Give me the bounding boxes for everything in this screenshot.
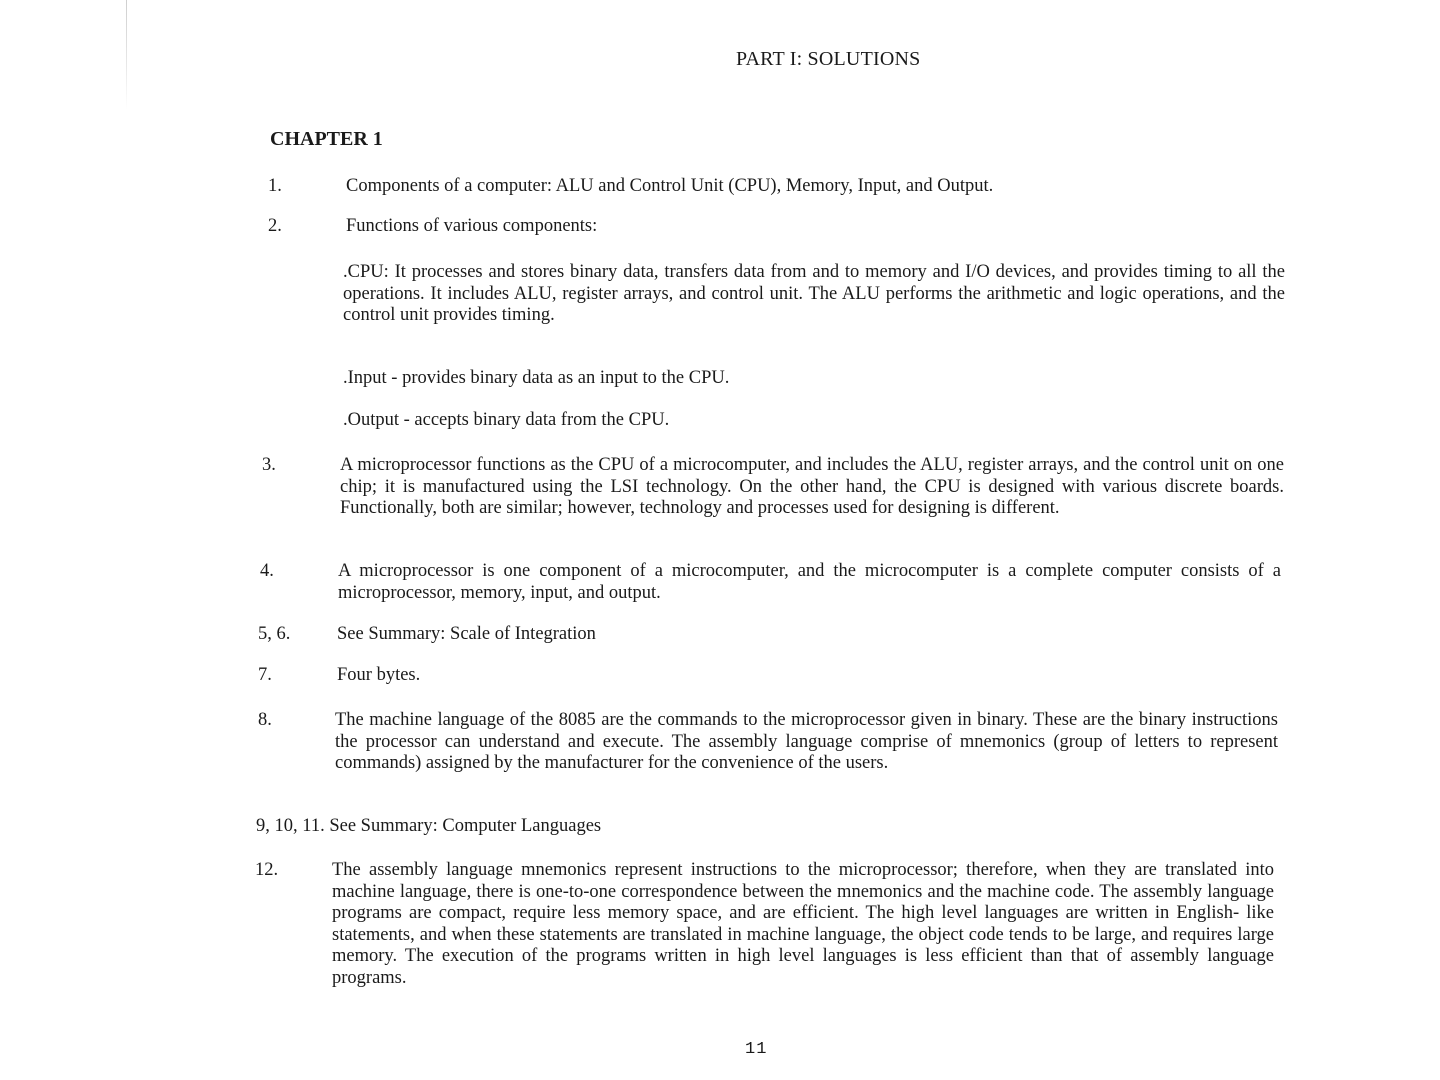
solution-item-1 (268, 176, 1268, 200)
solution-item-7 (258, 665, 1283, 689)
item-number: 8. (258, 710, 272, 730)
solution-item-9-10-11 (256, 816, 1281, 840)
solution-item-12 (255, 860, 1280, 1020)
solution-item-8 (258, 710, 1283, 800)
item-text: A microprocessor is one component of a microcomputer, and the microcomputer is a complete computer consists of a microprocessor, memory, input, and output. (338, 561, 1281, 603)
item-text: A microprocessor functions as the CPU of a microcomputer, and includes the ALU, register arrays, and the control unit on one chip; it is manufactured using the LSI technology. On the other hand, the CPU is designed with various discrete boards. Functionally, both are similar; however, technology and processes used for designing is different. (340, 455, 1284, 518)
item-number: 12. (255, 860, 279, 880)
output-function-paragraph: .Output - accepts binary data from the CPU. (343, 410, 670, 430)
item-number: 2. (268, 216, 282, 236)
part-title: PART I: SOLUTIONS (736, 48, 921, 70)
scan-edge-line (126, 0, 127, 110)
solution-item-2 (268, 216, 1268, 240)
cpu-function-paragraph: .CPU: It processes and stores binary data, transfers data from and to memory and I/O devices, and provides timing to all the operations. It includes ALU, register arrays, and control unit. The ALU performs the arithmetic and logic operations, and the control unit provides timing. (343, 262, 1285, 325)
item-text: Components of a computer: ALU and Control Unit (CPU), Memory, Input, and Output. (346, 176, 994, 196)
item-number: 3. (262, 455, 276, 475)
chapter-title: CHAPTER 1 (270, 128, 383, 150)
input-function-paragraph: .Input - provides binary data as an input to the CPU. (343, 368, 730, 388)
item-text: 9, 10, 11. See Summary: Computer Languages (256, 816, 602, 836)
solution-item-5-6 (258, 624, 1283, 648)
item-text: The machine language of the 8085 are the commands to the microprocessor given in binary. These are the binary instructions the processor can understand and execute. The assembly language comprise of mnemonics (group of letters to represent commands) assigned by the manufacturer for the convenience of the users. (335, 710, 1278, 773)
item-number: 1. (268, 176, 282, 196)
solution-item-3 (262, 455, 1287, 545)
item-number: 7. (258, 665, 272, 685)
item-text: See Summary: Scale of Integration (337, 624, 596, 644)
item-number: 5, 6. (258, 624, 291, 644)
item-text: Functions of various components: (346, 216, 598, 236)
page-number: 11 (745, 1040, 768, 1059)
solution-item-4 (260, 561, 1285, 607)
item-text: The assembly language mnemonics represent instructions to the microprocessor; therefore, when they are translated into machine language, there is one-to-one correspondence between the mnemonics and the machine code. The assembly language programs are compact, require less memory space, and are efficient. The high level languages are written in English- like statements, and when these statements are translated in machine language, the object code tends to be large, and requires large memory. The execution of the programs written in high level languages is less efficient than that of assembly language programs. (332, 860, 1274, 988)
item-number: 4. (260, 561, 274, 581)
item-text: Four bytes. (337, 665, 421, 685)
